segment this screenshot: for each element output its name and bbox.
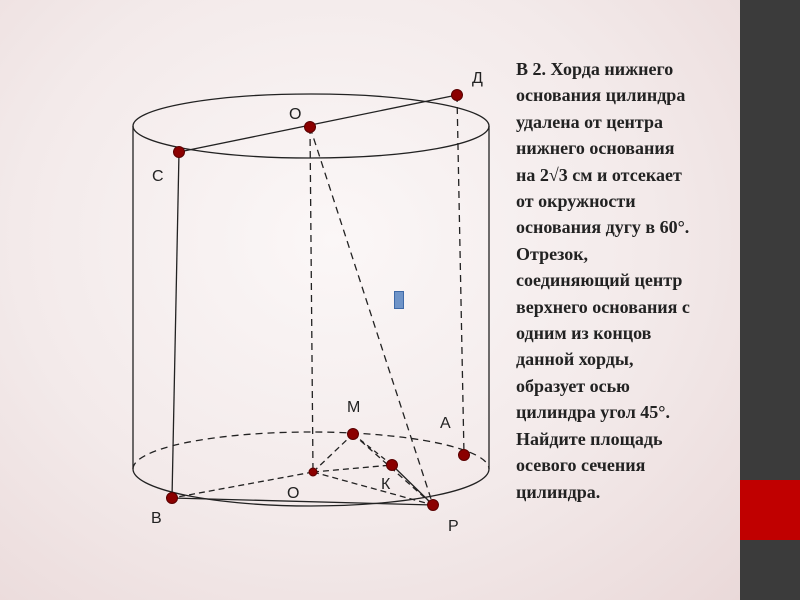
problem-line: цилиндра. xyxy=(516,481,601,502)
label-c: С xyxy=(152,168,164,185)
problem-line: Отрезок, xyxy=(516,243,589,264)
problem-line: основания дугу в 60°. xyxy=(516,217,690,238)
problem-line: одним из концов xyxy=(516,323,652,344)
label-k: К xyxy=(381,476,391,493)
problem-line: Найдите площадь xyxy=(516,428,663,449)
point-a xyxy=(459,450,470,461)
problem-line: В 2. Хорда нижнего xyxy=(516,59,674,79)
label-a: А xyxy=(440,415,451,432)
label-p: Р xyxy=(448,518,459,535)
point-d xyxy=(452,90,463,101)
generator-da xyxy=(457,95,464,455)
cylinder-axis xyxy=(310,127,313,472)
segment-ok xyxy=(313,465,392,472)
label-d: Д xyxy=(472,70,483,87)
side-accent xyxy=(740,480,800,540)
problem-line: данной хорды, xyxy=(516,349,634,370)
label-b: В xyxy=(151,510,162,527)
bottom-base-back xyxy=(133,432,489,469)
problem-line: образует осью xyxy=(516,375,630,396)
point-top-center xyxy=(305,122,316,133)
problem-line: основания цилиндра xyxy=(516,85,686,106)
segment-o1-p xyxy=(310,127,433,505)
point-k xyxy=(387,460,398,471)
problem-line: удалена от центра xyxy=(516,111,663,132)
problem-line: нижнего основания xyxy=(516,138,675,159)
generator-cb xyxy=(172,152,179,498)
label-top-center: О xyxy=(289,106,302,123)
segment-om xyxy=(313,434,353,472)
label-bottom-center: О xyxy=(287,485,300,502)
point-p xyxy=(428,500,439,511)
point-bottom-center xyxy=(309,468,317,476)
problem-line: от окружности xyxy=(516,191,636,212)
problem-line: осевого сечения xyxy=(516,455,646,476)
point-b xyxy=(167,493,178,504)
point-m xyxy=(348,429,359,440)
problem-line: соединяющий центр xyxy=(516,270,683,291)
problem-line: цилиндра угол 45°. xyxy=(516,402,670,423)
top-chord xyxy=(179,95,457,152)
point-c xyxy=(174,147,185,158)
text-cursor-icon xyxy=(394,291,404,309)
problem-line: на 2√3 см и отсекает xyxy=(516,164,682,185)
label-m: М xyxy=(347,399,361,416)
problem-line: верхнего основания с xyxy=(516,296,690,317)
segment-mk xyxy=(353,434,392,465)
problem-text xyxy=(516,56,738,505)
